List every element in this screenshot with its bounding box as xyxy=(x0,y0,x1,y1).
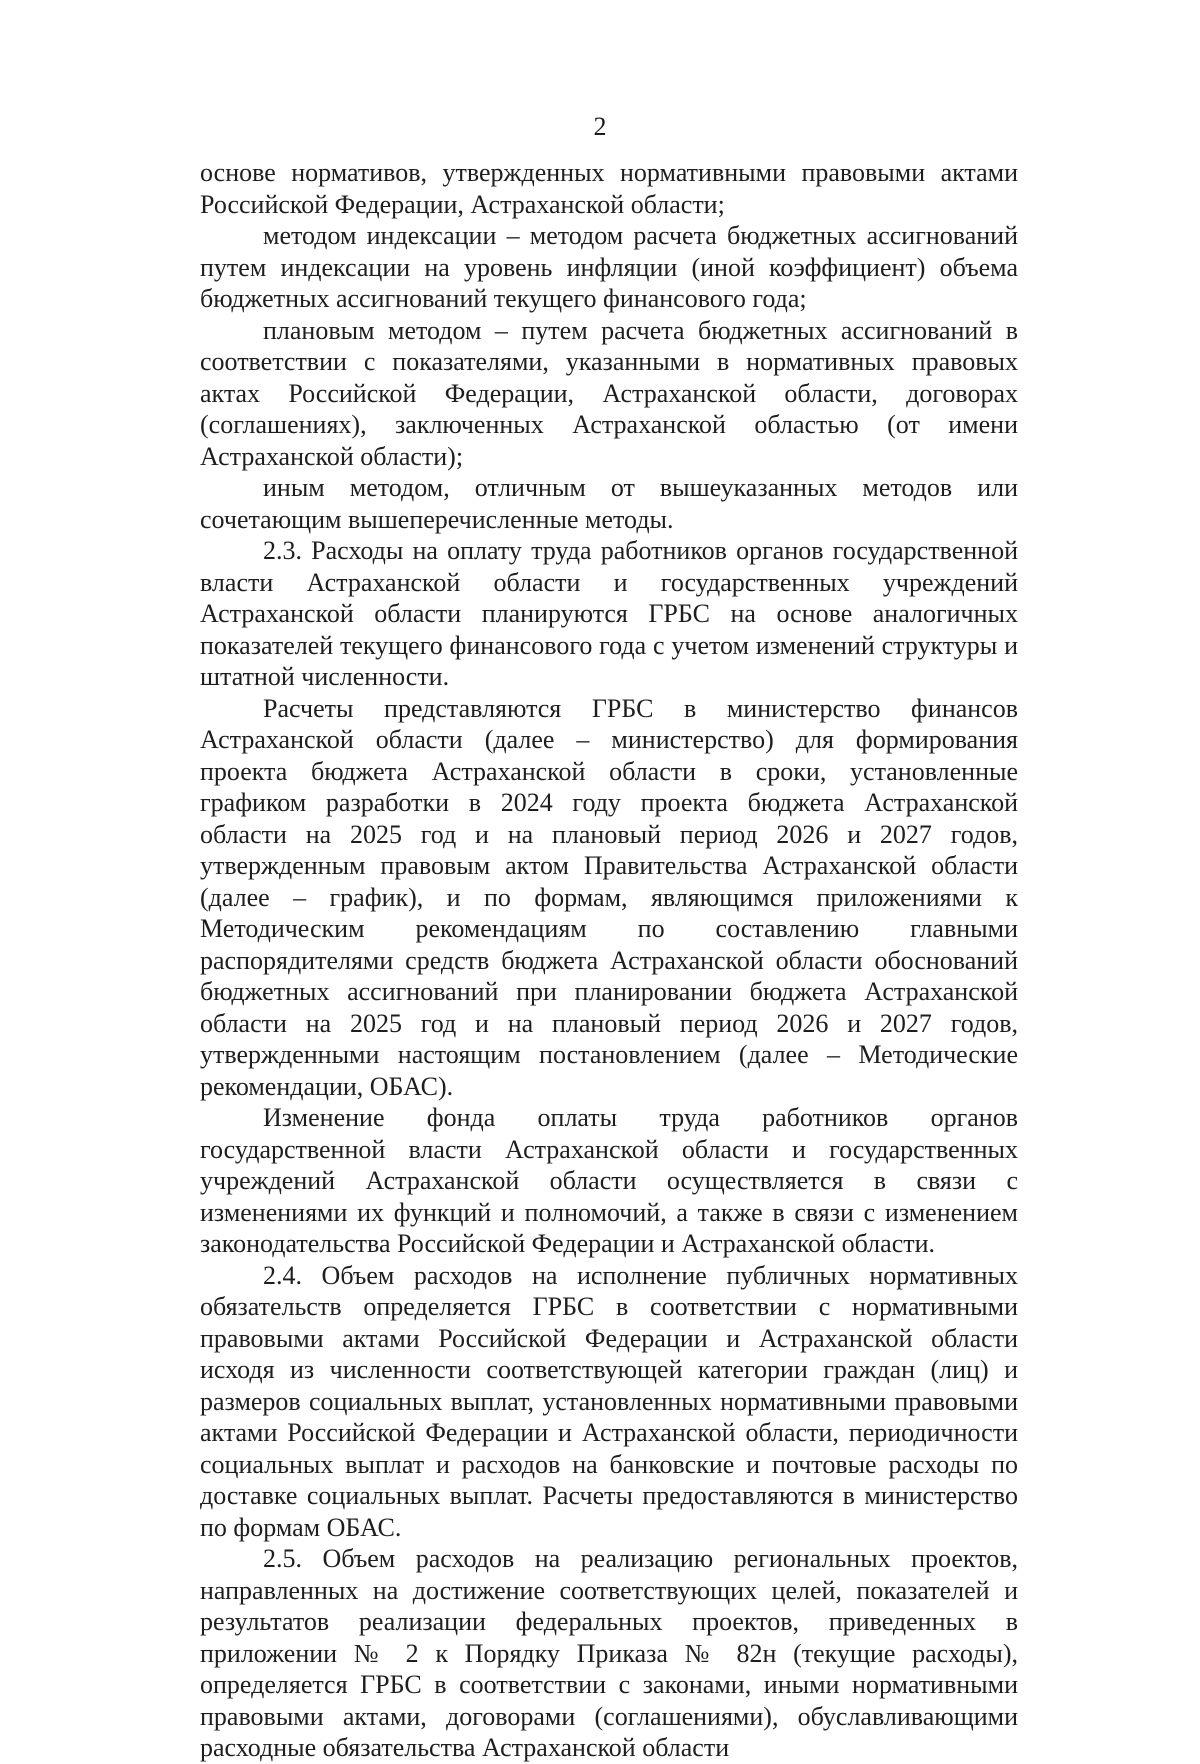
paragraph-payroll-change: Изменение фонда оплаты труда работников органов государственной власти Астраханской области и государственных учреждений Астраханской области осуществляется в связи с изменениями их функций и полномочий, а также в связи с изменением законодательства Российской Федерации и Астраханской области. xyxy=(200,1103,1018,1258)
paragraph-continuation: основе нормативов, утвержденных нормативными правовыми актами Российской Федерации, Астраханской области; xyxy=(200,158,1018,219)
paragraph-2-5: 2.5. Объем расходов на реализацию региональных проектов, направленных на достижение соответствующих целей, показателей и результатов реализации федеральных проектов, приведенных в приложении № 2 к Порядку Приказа № 82н (текущие расходы), определяется ГРБС в соответствии с законами, иными нормативными правовыми актами, договорами (соглашениями), обуславливающими расходные обязательства Астраханской области xyxy=(200,1544,1018,1762)
paragraph-indexation-method: методом индексации – методом расчета бюджетных ассигнований путем индексации на уровень инфляции (иной коэффициент) объема бюджетных ассигнований текущего финансового года; xyxy=(200,221,1018,313)
paragraph-calculations: Расчеты представляются ГРБС в министерство финансов Астраханской области (далее – министерство) для формирования проекта бюджета Астраханской области в сроки, установленные графиком разработки в 2024 году проекта бюджета Астраханской области на 2025 год и на плановый период 2026 и 2027 годов, утвержденным правовым актом Правительства Астраханской области (далее – график), и по формам, являющимся приложениями к Методическим рекомендациям по составлению главными распорядителями средств бюджета Астраханской области обоснований бюджетных ассигнований при планировании бюджета Астраханской области на 2025 год и на плановый период 2026 и 2027 годов, утвержденными настоящим постановлением (далее – Методические рекомендации, ОБАС). xyxy=(200,693,1018,1101)
document-body xyxy=(200,157,1018,1764)
page-number: 2 xyxy=(593,112,607,141)
paragraph-2-4: 2.4. Объем расходов на исполнение публичных нормативных обязательств определяется ГРБС в соответствии с нормативными правовыми актами Российской Федерации и Астраханской области исходя из численности соответствующей категории граждан (лиц) и размеров социальных выплат, установленных нормативными правовыми актами Российской Федерации и Астраханской области, периодичности социальных выплат и расходов на банковские и почтовые расходы по доставке социальных выплат. Расчеты предоставляются в министерство по формам ОБАС. xyxy=(200,1260,1018,1542)
paragraph-other-method: иным методом, отличным от вышеуказанных методов или сочетающим вышеперечисленные методы. xyxy=(200,473,1018,534)
paragraph-planned-method: плановым методом – путем расчета бюджетных ассигнований в соответствии с показателями, указанными в нормативных правовых актах Российской Федерации, Астраханской области, договорах (соглашениях), заключенных Астраханской областью (от имени Астраханской области); xyxy=(200,315,1018,471)
paragraph-2-3: 2.3. Расходы на оплату труда работников органов государственной власти Астраханской области и государственных учреждений Астраханской области планируются ГРБС на основе аналогичных показателей текущего финансового года с учетом изменений структуры и штатной численности. xyxy=(200,536,1018,691)
